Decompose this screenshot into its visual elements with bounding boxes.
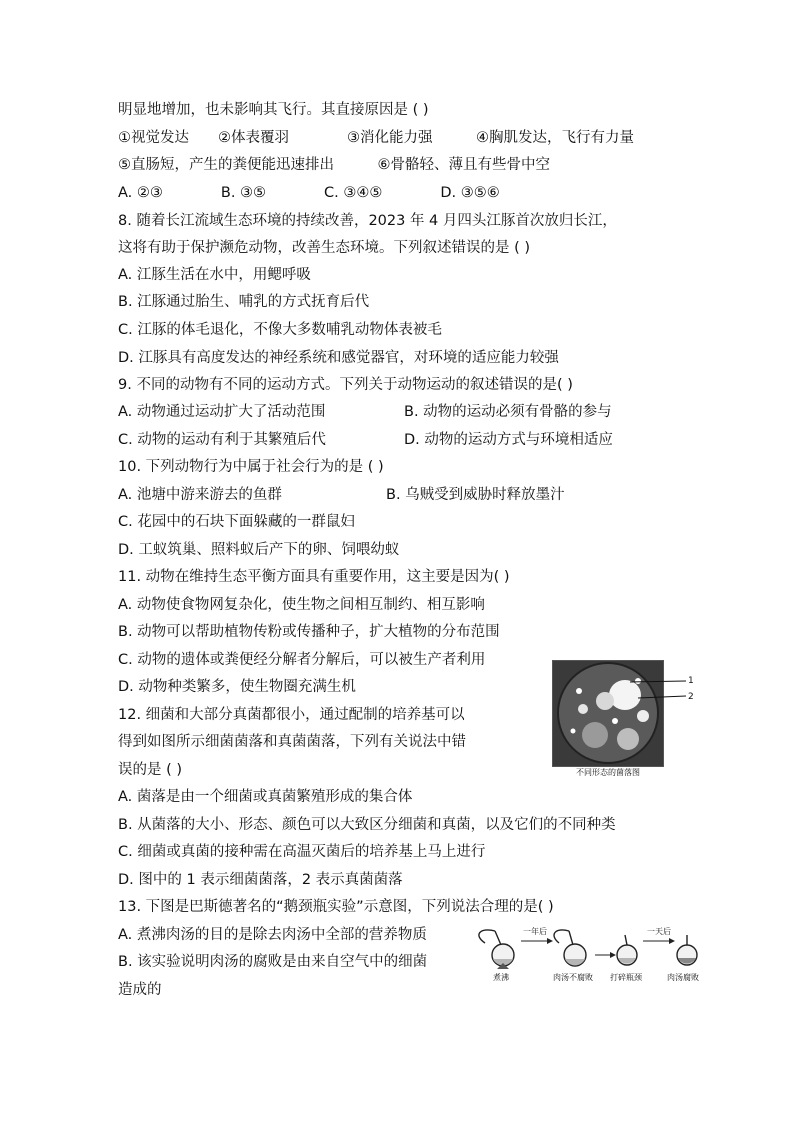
- q8-option-a: A. 江豚生活在水中，用鳃呼吸: [118, 267, 311, 283]
- colony-figure-caption: 不同形态的菌落图: [576, 768, 640, 777]
- flask-label-break-neck: 打碎瓶颈: [610, 973, 642, 982]
- q11-option-c: C. 动物的遗体或粪便经分解者分解后，可以被生产者利用: [118, 652, 486, 668]
- figure-marker-lines: [630, 676, 690, 702]
- q7-options-row1: ①视觉发达 ②体表覆羽 ③消化能力强 ④胸肌发达，飞行有力量: [118, 130, 634, 146]
- swan-neck-flask-diagram: [465, 925, 705, 987]
- q13-option-a: A. 煮沸肉汤的目的是除去肉汤中全部的营养物质: [118, 927, 427, 943]
- q9-option-d: D. 动物的运动方式与环境相适应: [404, 432, 613, 448]
- q10-option-d: D. 工蚁筑巢、照料蚁后产下的卵、饲喂幼蚁: [118, 542, 400, 558]
- q13-option-b-cont: 造成的: [118, 982, 162, 998]
- flask-label-boil: 煮沸: [493, 973, 509, 982]
- q10-option-c: C. 花园中的石块下面躲藏的一群鼠妇: [118, 514, 355, 530]
- q12-option-b: B. 从菌落的大小、形态、颜色可以大致区分细菌和真菌，以及它们的不同种类: [118, 817, 616, 833]
- q12-option-a: A. 菌落是由一个细菌或真菌繁殖形成的集合体: [118, 789, 413, 805]
- q13-stem: 13. 下图是巴斯德著名的“鹅颈瓶实验”示意图，下列说法合理的是( ): [118, 899, 554, 915]
- figure-marker-2: 2: [688, 692, 694, 702]
- q12-stem-line3: 误的是 ( ): [118, 762, 183, 778]
- flask-label-spoiled: 肉汤腐败: [667, 973, 699, 982]
- q7-options-row2: ⑤直肠短，产生的粪便能迅速排出 ⑥骨骼轻、薄且有些骨中空: [118, 157, 550, 173]
- q8-option-c: C. 江豚的体毛退化，不像大多数哺乳动物体表被毛: [118, 322, 442, 338]
- q10-stem: 10. 下列动物行为中属于社会行为的是 ( ): [118, 459, 384, 475]
- q9-option-c: C. 动物的运动有利于其繁殖后代: [118, 432, 326, 448]
- q7-answers: A. ②③ B. ③⑤ C. ③④⑤ D. ③⑤⑥: [118, 185, 500, 201]
- q8-stem-line1: 8. 随着长江流域生态环境的持续改善，2023 年 4 月四头江豚首次放归长江，: [118, 213, 617, 229]
- flask-label-not-spoiled: 肉汤不腐败: [553, 973, 593, 982]
- q7-stem-tail: 明显地增加，也未影响其飞行。其直接原因是 ( ): [118, 102, 429, 118]
- q10-option-b: B. 乌贼受到威胁时释放墨汁: [386, 487, 565, 503]
- q11-stem: 11. 动物在维持生态平衡方面具有重要作用，这主要是因为( ): [118, 569, 510, 585]
- q12-stem-line2: 得到如图所示细菌菌落和真菌菌落，下列有关说法中错: [118, 734, 466, 750]
- q10-option-a: A. 池塘中游来游去的鱼群: [118, 487, 282, 503]
- q11-option-a: A. 动物使食物网复杂化，使生物之间相互制约、相互影响: [118, 597, 485, 613]
- q12-stem-line1: 12. 细菌和大部分真菌都很小，通过配制的培养基可以: [118, 707, 465, 723]
- q8-stem-line2: 这将有助于保护濒危动物，改善生态环境。下列叙述错误的是 ( ): [118, 240, 531, 256]
- q9-stem: 9. 不同的动物有不同的运动方式。下列关于动物运动的叙述错误的是( ): [118, 377, 573, 393]
- q11-option-d: D. 动物种类繁多，使生物圈充满生机: [118, 679, 356, 695]
- q12-option-c: C. 细菌或真菌的接种需在高温灭菌后的培养基上马上进行: [118, 844, 486, 860]
- q12-option-d: D. 图中的 1 表示细菌菌落，2 表示真菌菌落: [118, 872, 403, 888]
- q13-option-b: B. 该实验说明肉汤的腐败是由来自空气中的细菌: [118, 954, 428, 970]
- q9-option-b: B. 动物的运动必须有骨骼的参与: [404, 404, 612, 420]
- q8-option-d: D. 江豚具有高度发达的神经系统和感觉器官，对环境的适应能力较强: [118, 350, 559, 366]
- flask-arrow-label-2: 一天后: [647, 927, 671, 936]
- q8-option-b: B. 江豚通过胎生、哺乳的方式抚育后代: [118, 294, 370, 310]
- flask-arrow-label-1: 一年后: [523, 927, 547, 936]
- figure-marker-1: 1: [688, 676, 694, 686]
- q11-option-b: B. 动物可以帮助植物传粉或传播种子，扩大植物的分布范围: [118, 624, 500, 640]
- q9-option-a: A. 动物通过运动扩大了活动范围: [118, 404, 326, 420]
